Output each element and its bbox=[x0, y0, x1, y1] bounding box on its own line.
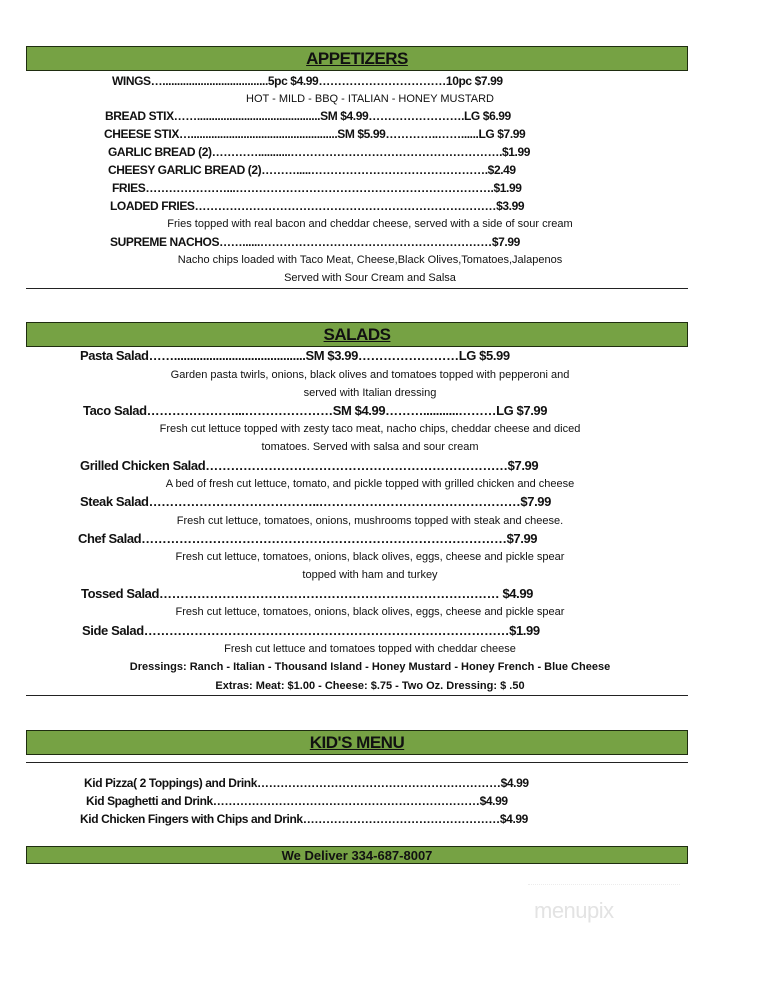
bread-stix-item: BREAD STIX……..........................................SM $4.99…………………….LG $6.99 bbox=[105, 109, 511, 123]
wings-description: HOT - MILD - BBQ - ITALIAN - HONEY MUSTARD bbox=[246, 93, 494, 105]
salads-divider bbox=[26, 695, 688, 696]
side-salad-description: Fresh cut lettuce and tomatoes topped with cheddar cheese bbox=[224, 643, 516, 655]
side-salad-item: Side Salad……………………………………………………………………………$1.99 bbox=[82, 623, 540, 638]
pasta-salad-description-1: Garden pasta twirls, onions, black olives and tomatoes topped with pepperoni and bbox=[170, 369, 570, 381]
chef-salad-item: Chef Salad……………………………………………………………………………$7.99 bbox=[78, 531, 538, 546]
menupix-watermark: menupix bbox=[534, 898, 614, 923]
supreme-nachos-description-2: Served with Sour Cream and Salsa bbox=[284, 272, 456, 284]
appetizers-divider bbox=[26, 288, 688, 289]
loaded-fries-description: Fries topped with real bacon and cheddar cheese, served with a side of sour cream bbox=[167, 218, 573, 230]
steak-salad-item: Steak Salad…………………………………..…………………………………………$7.99 bbox=[80, 494, 551, 509]
chef-salad-description-2: topped with ham and turkey bbox=[302, 569, 438, 581]
tossed-salad-description: Fresh cut lettuce, tomatoes, onions, black olives, eggs, cheese and pickle spear bbox=[175, 606, 565, 618]
kids-menu-divider bbox=[26, 762, 688, 763]
grilled-chicken-salad-item: Grilled Chicken Salad………………………………………………………………$7.99 bbox=[80, 458, 539, 473]
cheese-stix-item: CHEESE STIX…..................................................SM $5.99…………..……......LG $7.99 bbox=[104, 127, 526, 141]
garlic-bread-item: GARLIC BREAD (2)…………...........……………………………………………….$1.99 bbox=[108, 145, 531, 159]
kid-pizza-item: Kid Pizza( 2 Toppings) and Drink………………………………………………………$4.99 bbox=[84, 776, 529, 790]
supreme-nachos-item: SUPREME NACHOS……......……………………………………………………$7.99 bbox=[110, 235, 520, 249]
wings-item: WINGS…....................................5pc $4.99……………………………10pc $7.99 bbox=[112, 74, 503, 88]
taco-salad-item: Taco Salad…………………...…………………SM $4.99………...........………LG $7.99 bbox=[83, 403, 548, 418]
chef-salad-description-1: Fresh cut lettuce, tomatoes, onions, black olives, eggs, cheese and pickle spear bbox=[175, 551, 565, 563]
extras-list: Extras: Meat: $1.00 - Cheese: $.75 - Two Oz. Dressing: $ .50 bbox=[215, 680, 525, 692]
pasta-salad-item: Pasta Salad…….........................................SM $3.99……………………LG $5.99 bbox=[80, 348, 510, 363]
supreme-nachos-description-1: Nacho chips loaded with Taco Meat, Cheese,Black Olives,Tomatoes,Jalapenos bbox=[177, 254, 563, 266]
kid-chicken-fingers-item: Kid Chicken Fingers with Chips and Drink……………………………………………$4.99 bbox=[80, 812, 528, 826]
salads-header: SALADS bbox=[26, 322, 688, 347]
steak-salad-description: Fresh cut lettuce, tomatoes, onions, mushrooms topped with steak and cheese. bbox=[176, 515, 564, 527]
pasta-salad-description-2: served with Italian dressing bbox=[303, 387, 437, 399]
watermark-line bbox=[528, 884, 680, 885]
loaded-fries-item: LOADED FRIES……………………………………………………………………$3.99 bbox=[110, 199, 525, 213]
grilled-chicken-salad-description: A bed of fresh cut lettuce, tomato, and pickle topped with grilled chicken and cheese bbox=[165, 478, 575, 490]
taco-salad-description-2: tomatoes. Served with salsa and sour cream bbox=[261, 441, 479, 453]
cheesy-garlic-bread-item: CHEESY GARLIC BREAD (2)……….....……………………………………….$2.49 bbox=[108, 163, 516, 177]
appetizers-header: APPETIZERS bbox=[26, 46, 688, 71]
kids-menu-header: KID'S MENU bbox=[26, 730, 688, 755]
delivery-banner: We Deliver 334-687-8007 bbox=[26, 846, 688, 864]
kid-spaghetti-item: Kid Spaghetti and Drink……………………………………………………………$4.99 bbox=[86, 794, 508, 808]
dressings-list: Dressings: Ranch - Italian - Thousand Island - Honey Mustard - Honey French - Blue Cheese bbox=[129, 661, 611, 673]
fries-item: FRIES…………………...………………………………………………………….$1.99 bbox=[112, 181, 522, 195]
taco-salad-description-1: Fresh cut lettuce topped with zesty taco meat, nacho chips, cheddar cheese and diced bbox=[159, 423, 581, 435]
tossed-salad-item: Tossed Salad……………………………………………………………………… $4.99 bbox=[81, 586, 533, 601]
